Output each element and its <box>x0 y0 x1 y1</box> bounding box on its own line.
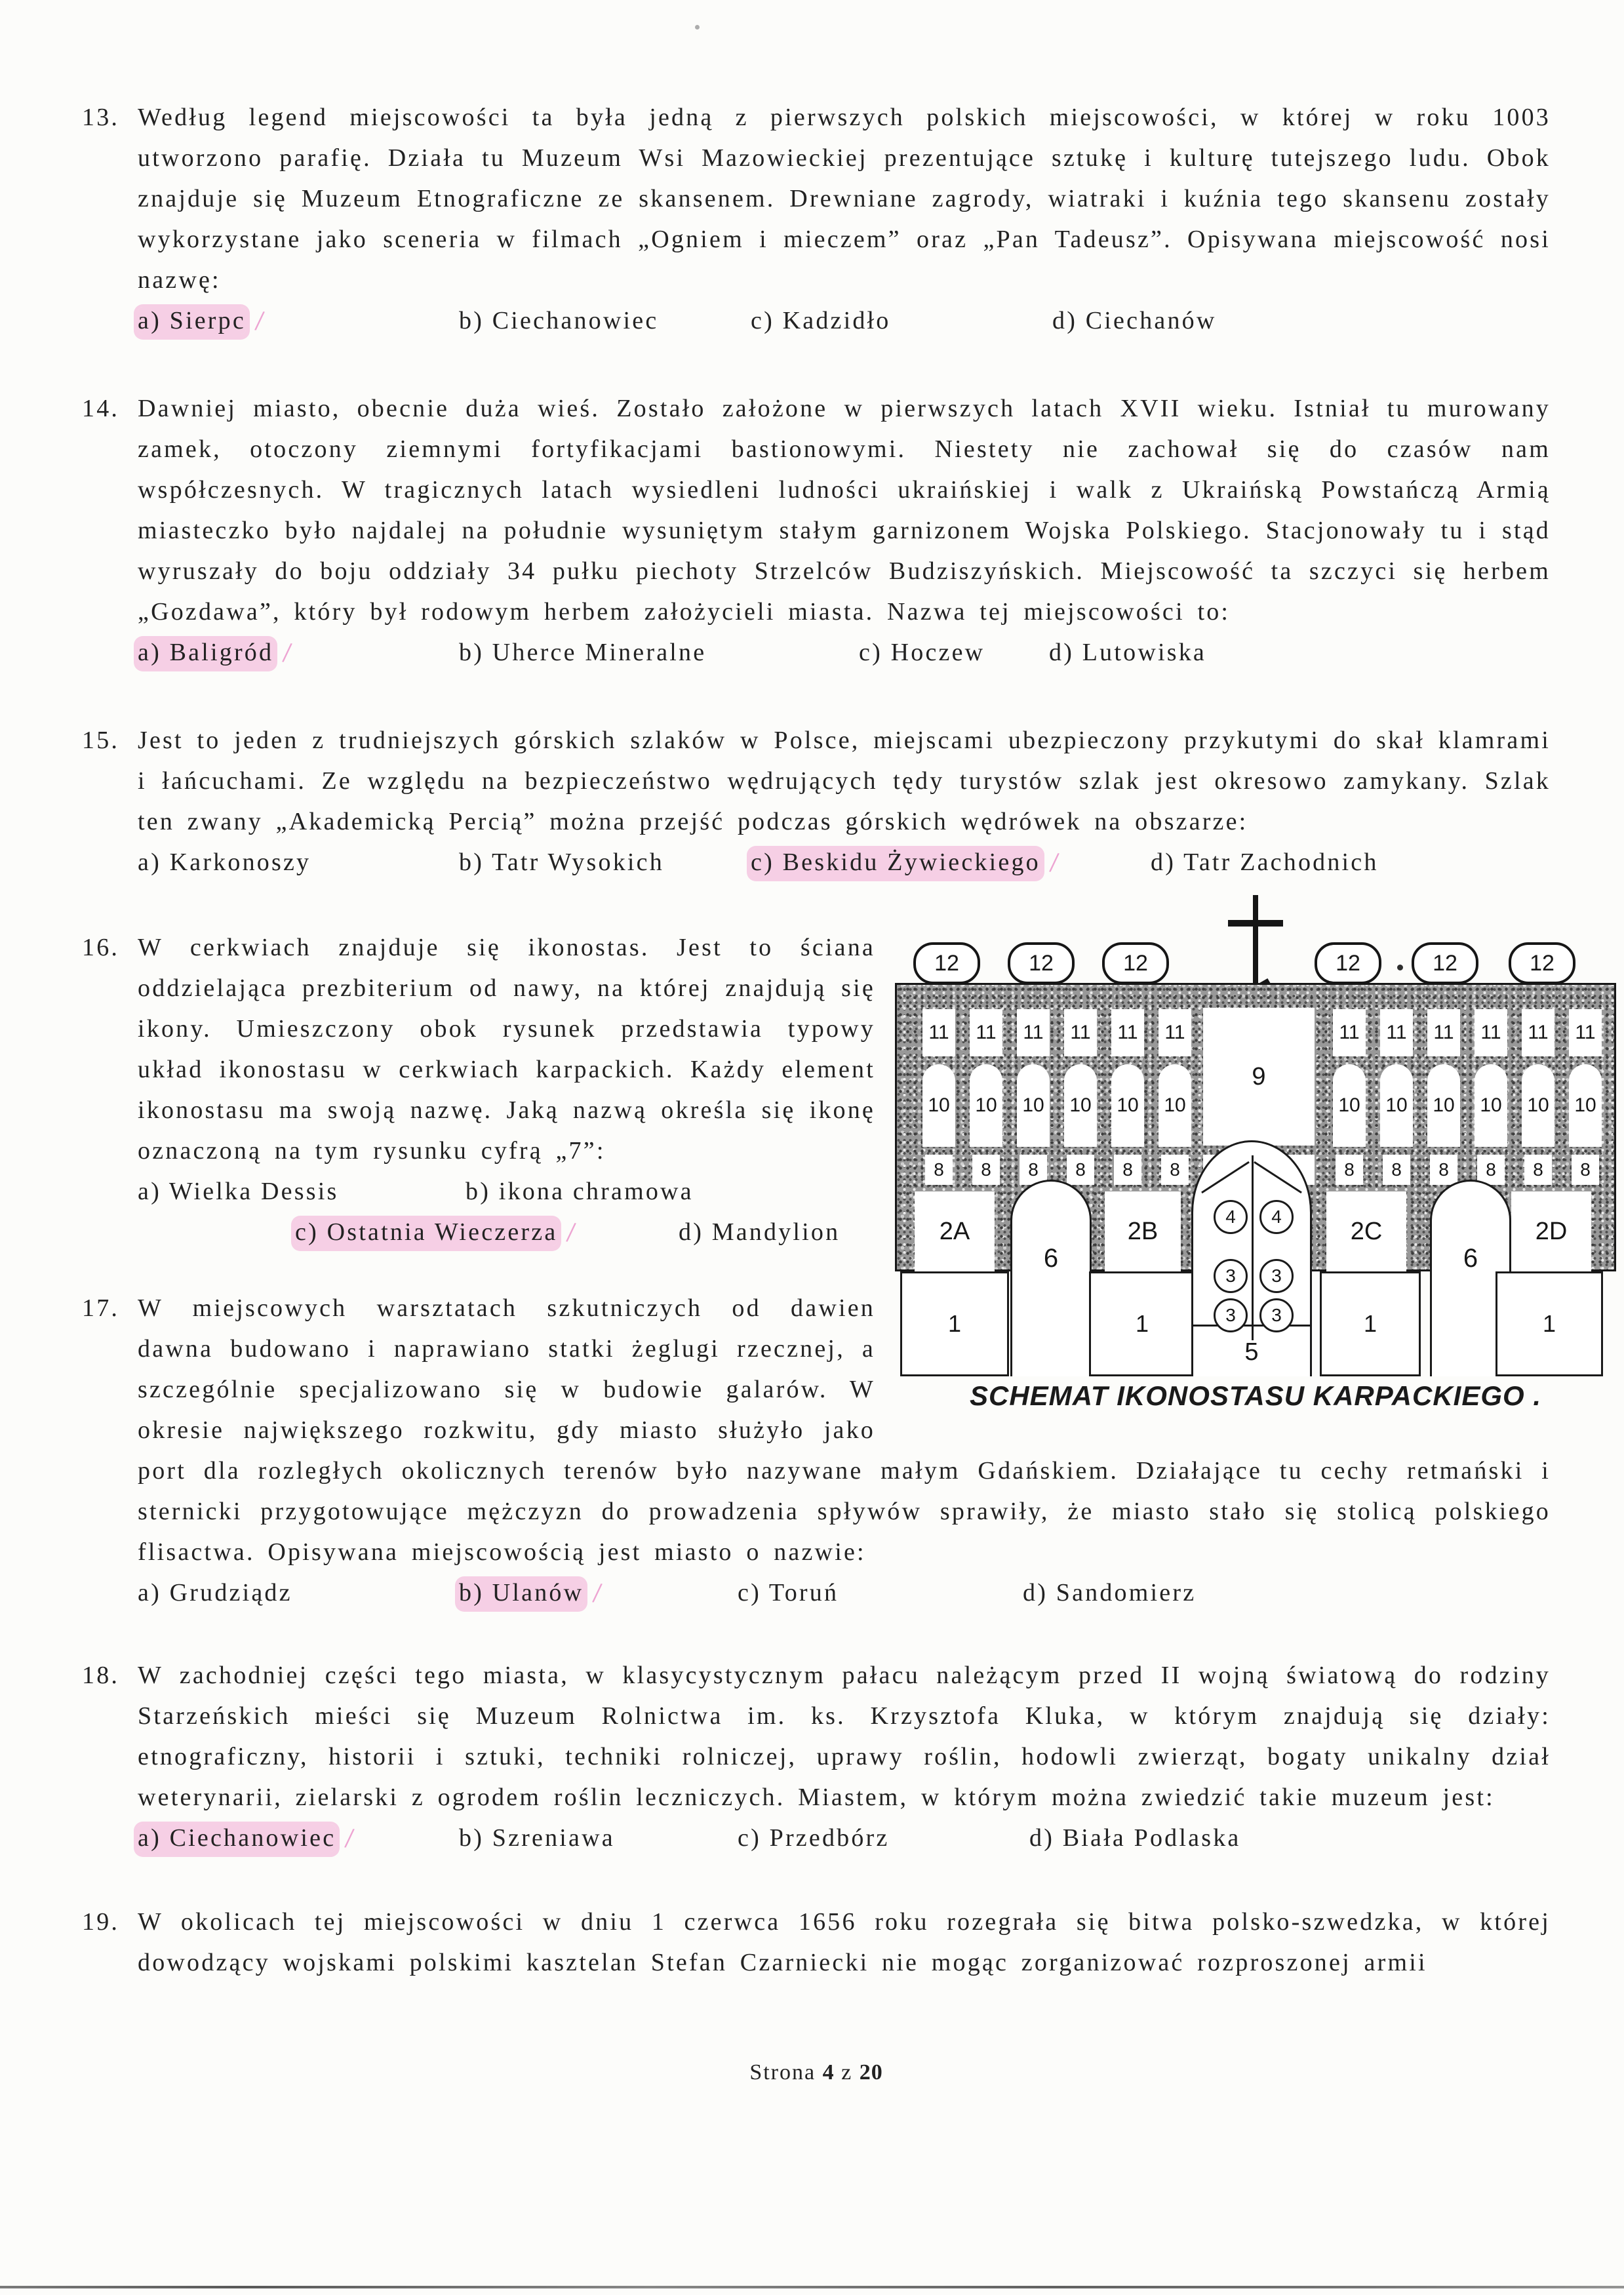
option-b <box>459 1572 738 1613</box>
option-c <box>295 1212 679 1252</box>
answer-highlight: c) Beskidu Żywieckiego <box>751 848 1040 876</box>
arch-label: 6 <box>1463 1244 1478 1273</box>
answer-tick-icon: / <box>565 1215 578 1249</box>
option-a: a) Grudziądz <box>138 1579 292 1606</box>
question-body: W cerkwiach znajduje się ikonostas. Jest to ściana oddzielająca prezbiterium od nawy, na której znajdują się ikony. Umieszczony obok rysunek przedstawia typowy układ ikonostasu w cerkwiach karpackich. Każdy element ikonostasu ma swoją nazwę. Jaką nazwą określa się ikonę oznaczoną na tym rysunku cyfrą „7”: <box>138 934 875 1165</box>
answer-highlight: a) Sierpc <box>138 307 246 334</box>
options-row <box>82 842 1551 883</box>
icon-cell-10: 10 <box>1017 1064 1050 1147</box>
icon-cell-10: 10 <box>1475 1064 1507 1147</box>
option-d: d) Tatr Zachodnich <box>1151 848 1379 876</box>
icon-cell-8: 8 <box>925 1155 953 1185</box>
option-b: b) Ciechanowiec <box>459 307 659 334</box>
icon-cell-11: 11 <box>1475 1009 1507 1056</box>
answer-highlight: c) Ostatnia Wieczerza <box>295 1218 558 1246</box>
icon-cell-8: 8 <box>1067 1155 1094 1185</box>
door-line <box>1201 1161 1250 1193</box>
scanned-quiz-page <box>82 97 1596 2085</box>
icon-cell-11: 11 <box>1427 1009 1460 1056</box>
icon-cell-2d: 2D <box>1511 1191 1591 1271</box>
question-body: Według legend miejscowości ta była jedną z pierwszych polskich miejscowości, w której w roku 1003 utworzono parafię. Działa tu Muzeum Wsi Mazowieckiej prezentujące sztukę i kulturę tutejszego ludu. Obok znajduje się Muzeum Etnograficzne ze skansenem. Drewniane zagrody, wiatraki i kuźnia tego skansenu zostały wykorzystane jako sceneria w filmach „Ogniem i mieczem” oraz „Pan Tadeusz”. Opisywana miejscowość nosi nazwę: <box>138 104 1551 294</box>
icon-cell-5: 5 <box>1244 1338 1259 1366</box>
icon-cell-8: 8 <box>1572 1155 1599 1185</box>
footer-prefix: Strona <box>749 2060 816 2085</box>
badge-12: 12 <box>913 942 980 984</box>
door-base-line <box>1193 1325 1310 1327</box>
royal-door-circle: 3 <box>1214 1298 1248 1332</box>
question-text <box>82 388 1551 632</box>
question-number: 17. <box>82 1294 120 1322</box>
door-center-line <box>1252 1155 1254 1340</box>
option-b: b) ikona chramowa <box>465 1178 694 1205</box>
question-text <box>82 720 1551 842</box>
icon-cell-11: 11 <box>1522 1009 1555 1056</box>
royal-door-circle: 3 <box>1259 1298 1294 1332</box>
question-number: 15. <box>82 727 120 754</box>
answer-highlight: a) Ciechanowiec <box>138 1824 336 1852</box>
royal-door-circle: 3 <box>1259 1259 1294 1293</box>
options-row <box>82 1212 875 1252</box>
icon-cell-9: 9 <box>1203 1008 1315 1146</box>
badge-row-left <box>913 942 1169 984</box>
iconostasis-diagram <box>875 927 1596 1447</box>
option-a: a) Karkonoszy <box>138 848 311 876</box>
options-row <box>82 632 1551 673</box>
option-d: d) Lutowiska <box>1049 639 1206 666</box>
icon-cell-10: 10 <box>1427 1064 1460 1147</box>
badge-12: 12 <box>1315 942 1381 984</box>
question-number: 13. <box>82 104 120 131</box>
scan-artifact-dot <box>695 25 700 30</box>
question-text <box>82 1902 1551 1983</box>
question-body: W miejscowych warsztatach szkutniczych od dawien dawna budowano i naprawiano statki żeglugi rzecznej, a szczególnie specjalizowano się w budowie galarów. W okresie największego rozkwitu, gdy miasto służyło jako port dla rozległych okolicznych terenów było nazywane małym Gdańskiem. Działające tu cechy retmański i sternicki przygotowujące mężczyzn do prowadzenia spływów sprawiły, że miasto stało się stolicą polskiego flisactwa. Opisywana miejscowością jest miasto o nazwie: <box>138 1294 1551 1566</box>
answer-tick-icon: / <box>591 1576 604 1610</box>
icon-cell-10: 10 <box>1380 1064 1413 1147</box>
scan-dot <box>1397 965 1403 970</box>
icon-cell-11: 11 <box>922 1009 955 1056</box>
diagram-caption: SCHEMAT IKONOSTASU KARPACKIEGO . <box>969 1380 1542 1411</box>
badge-12: 12 <box>1412 942 1478 984</box>
icon-cell-8: 8 <box>1383 1155 1410 1185</box>
question-block-19 <box>82 1902 1551 1983</box>
question-number: 16. <box>82 934 120 961</box>
icon-cell-10: 10 <box>1569 1064 1602 1147</box>
question-text <box>82 1655 1551 1818</box>
icon-row-11-right <box>1333 1009 1602 1056</box>
icon-cell-11: 11 <box>1111 1009 1144 1056</box>
option-c: c) Toruń <box>738 1579 839 1606</box>
option-d: d) Sandomierz <box>1023 1579 1197 1606</box>
icon-row-10-left <box>922 1064 1191 1147</box>
icon-cell-11: 11 <box>1017 1009 1050 1056</box>
option-d: d) Ciechanów <box>1052 307 1217 334</box>
badge-12: 12 <box>1008 942 1075 984</box>
options-row <box>82 1818 1551 1858</box>
question-block-14 <box>82 388 1551 673</box>
door-line <box>1254 1161 1302 1193</box>
answer-tick-icon: / <box>253 304 266 338</box>
icon-cell-11: 11 <box>1064 1009 1097 1056</box>
footer-page-indicator <box>82 2060 1551 2085</box>
icon-cell-8: 8 <box>1336 1155 1363 1185</box>
footer-page-number: 4 <box>822 2060 835 2085</box>
icon-cell-8: 8 <box>1161 1155 1189 1185</box>
badge-12: 12 <box>1509 942 1575 984</box>
option-b: b) Szreniawa <box>459 1824 615 1852</box>
answer-tick-icon: / <box>1048 845 1061 879</box>
question-number: 19. <box>82 1908 120 1936</box>
icon-cell-2c: 2C <box>1326 1191 1406 1271</box>
options-row <box>82 1171 875 1212</box>
option-a <box>138 300 459 341</box>
option-a <box>138 1818 459 1858</box>
options-row <box>82 1572 1551 1613</box>
question-block-13 <box>82 97 1551 341</box>
icon-cell-11: 11 <box>1569 1009 1602 1056</box>
answer-tick-icon: / <box>281 635 294 669</box>
question-body: W okolicach tej miejscowości w dniu 1 czerwca 1656 roku rozegrała się bitwa polsko-szwedzka, w której dowodzący wojskami polskimi kasztelan Stefan Czarniecki nie mogąc zorganizować rozproszonej armii <box>138 1908 1551 1976</box>
icon-cell-2a: 2A <box>915 1191 995 1271</box>
answer-highlight: a) Baligród <box>138 639 274 666</box>
question-text <box>82 97 1551 300</box>
icon-cell-10: 10 <box>970 1064 1002 1147</box>
answer-highlight: b) Ulanów <box>459 1579 584 1606</box>
option-d: d) Mandylion <box>679 1218 841 1246</box>
icon-cell-8: 8 <box>972 1155 1000 1185</box>
icon-cell-10: 10 <box>922 1064 955 1147</box>
option-c: c) Hoczew <box>859 639 985 666</box>
option-d: d) Biała Podlaska <box>1029 1824 1241 1852</box>
icon-cell-1: 1 <box>1495 1271 1603 1376</box>
option-c <box>751 842 1151 883</box>
question-number: 14. <box>82 395 120 422</box>
icon-row-10-right <box>1333 1064 1602 1147</box>
option-c: c) Kadzidło <box>751 307 891 334</box>
royal-door-circle: 4 <box>1259 1200 1294 1234</box>
badge-row-right <box>1315 942 1575 984</box>
icon-cell-8: 8 <box>1114 1155 1141 1185</box>
icon-cell-11: 11 <box>1159 1009 1191 1056</box>
badge-12: 12 <box>1102 942 1169 984</box>
question-block-18 <box>82 1655 1551 1858</box>
option-b: b) Uherce Mineralne <box>459 639 707 666</box>
icon-cell-11: 11 <box>1333 1009 1366 1056</box>
icon-cell-1: 1 <box>1089 1271 1195 1376</box>
answer-tick-icon: / <box>344 1821 356 1855</box>
icon-cell-8: 8 <box>1477 1155 1505 1185</box>
icon-cell-8: 8 <box>1020 1155 1047 1185</box>
icon-cell-8: 8 <box>1430 1155 1457 1185</box>
icon-cell-8: 8 <box>1524 1155 1552 1185</box>
deacon-door-arch <box>1010 1180 1092 1376</box>
icon-cell-1: 1 <box>1320 1271 1421 1376</box>
scan-artifact-line <box>0 2286 1624 2288</box>
footer-separator: z <box>841 2060 853 2085</box>
option-a <box>138 632 459 673</box>
icon-cell-11: 11 <box>1380 1009 1413 1056</box>
arch-label: 6 <box>1043 1244 1059 1273</box>
icon-cell-10: 10 <box>1111 1064 1144 1147</box>
question-body: Jest to jeden z trudniejszych górskich szlaków w Polsce, miejscami ubezpieczony przykutymi do skał klamrami i łańcuchami. Ze względu na bezpieczeństwo wędrujących tędy turystów szlak jest okresowo zamykany. Szlak ten zwany „Akademicką Percią” można przejść podczas górskich wędrówek na obszarze: <box>138 727 1551 835</box>
question-body: Dawniej miasto, obecnie duża wieś. Zostało założone w pierwszych latach XVII wieku. Istniał tu murowany zamek, otoczony ziemnymi fortyfikacjami bastionowymi. Niestety nie zachował się do czasów nam współczesnych. W tragicznych latach wysiedleni ludności ukraińskiej i walk z Ukraińską Powstańczą Armią miasteczko było najdalej na południe wysuniętym stałym garnizonem Wojska Polskiego. Stacjonowały tu i stąd wyruszały do boju oddziały 34 pułku piechoty Strzelców Budziszyńskich. Miejscowość ta szczyci się herbem „Gozdawa”, który był rodowym herbem założycieli miasta. Nazwa tej miejscowości to: <box>138 395 1551 626</box>
footer-total-pages: 20 <box>859 2060 883 2085</box>
icon-row-11-left <box>922 1009 1191 1056</box>
icon-cell-10: 10 <box>1522 1064 1555 1147</box>
icon-cell-10: 10 <box>1064 1064 1097 1147</box>
option-b: b) Tatr Wysokich <box>459 848 664 876</box>
royal-door-circle: 3 <box>1214 1259 1248 1293</box>
option-a: a) Wielka Dessis <box>138 1178 339 1205</box>
icon-cell-10: 10 <box>1333 1064 1366 1147</box>
icon-cell-2b: 2B <box>1105 1191 1181 1271</box>
icon-cell-1: 1 <box>900 1271 1009 1376</box>
question-body: W zachodniej części tego miasta, w klasycystycznym pałacu należącym przed II wojną światową do rodziny Starzeńskich mieści się Muzeum Rolnictwa im. ks. Krzysztofa Kluka, w którym znajdują się działy: etnograficzny, historii i sztuki, techniki rolniczej, uprawy roślin, hodowli zwierząt, bogaty unikalny dział weterynarii, zielarski z ogrodem roślin leczniczych. Miastem, w którym można zwiedzić takie muzeum jest: <box>138 1662 1551 1811</box>
royal-door-circle: 4 <box>1214 1200 1248 1234</box>
question-number: 18. <box>82 1662 120 1689</box>
option-c: c) Przedbórz <box>738 1824 890 1852</box>
icon-cell-11: 11 <box>970 1009 1002 1056</box>
question-block-15 <box>82 720 1551 883</box>
icon-cell-10: 10 <box>1159 1064 1191 1147</box>
options-row <box>82 300 1551 341</box>
